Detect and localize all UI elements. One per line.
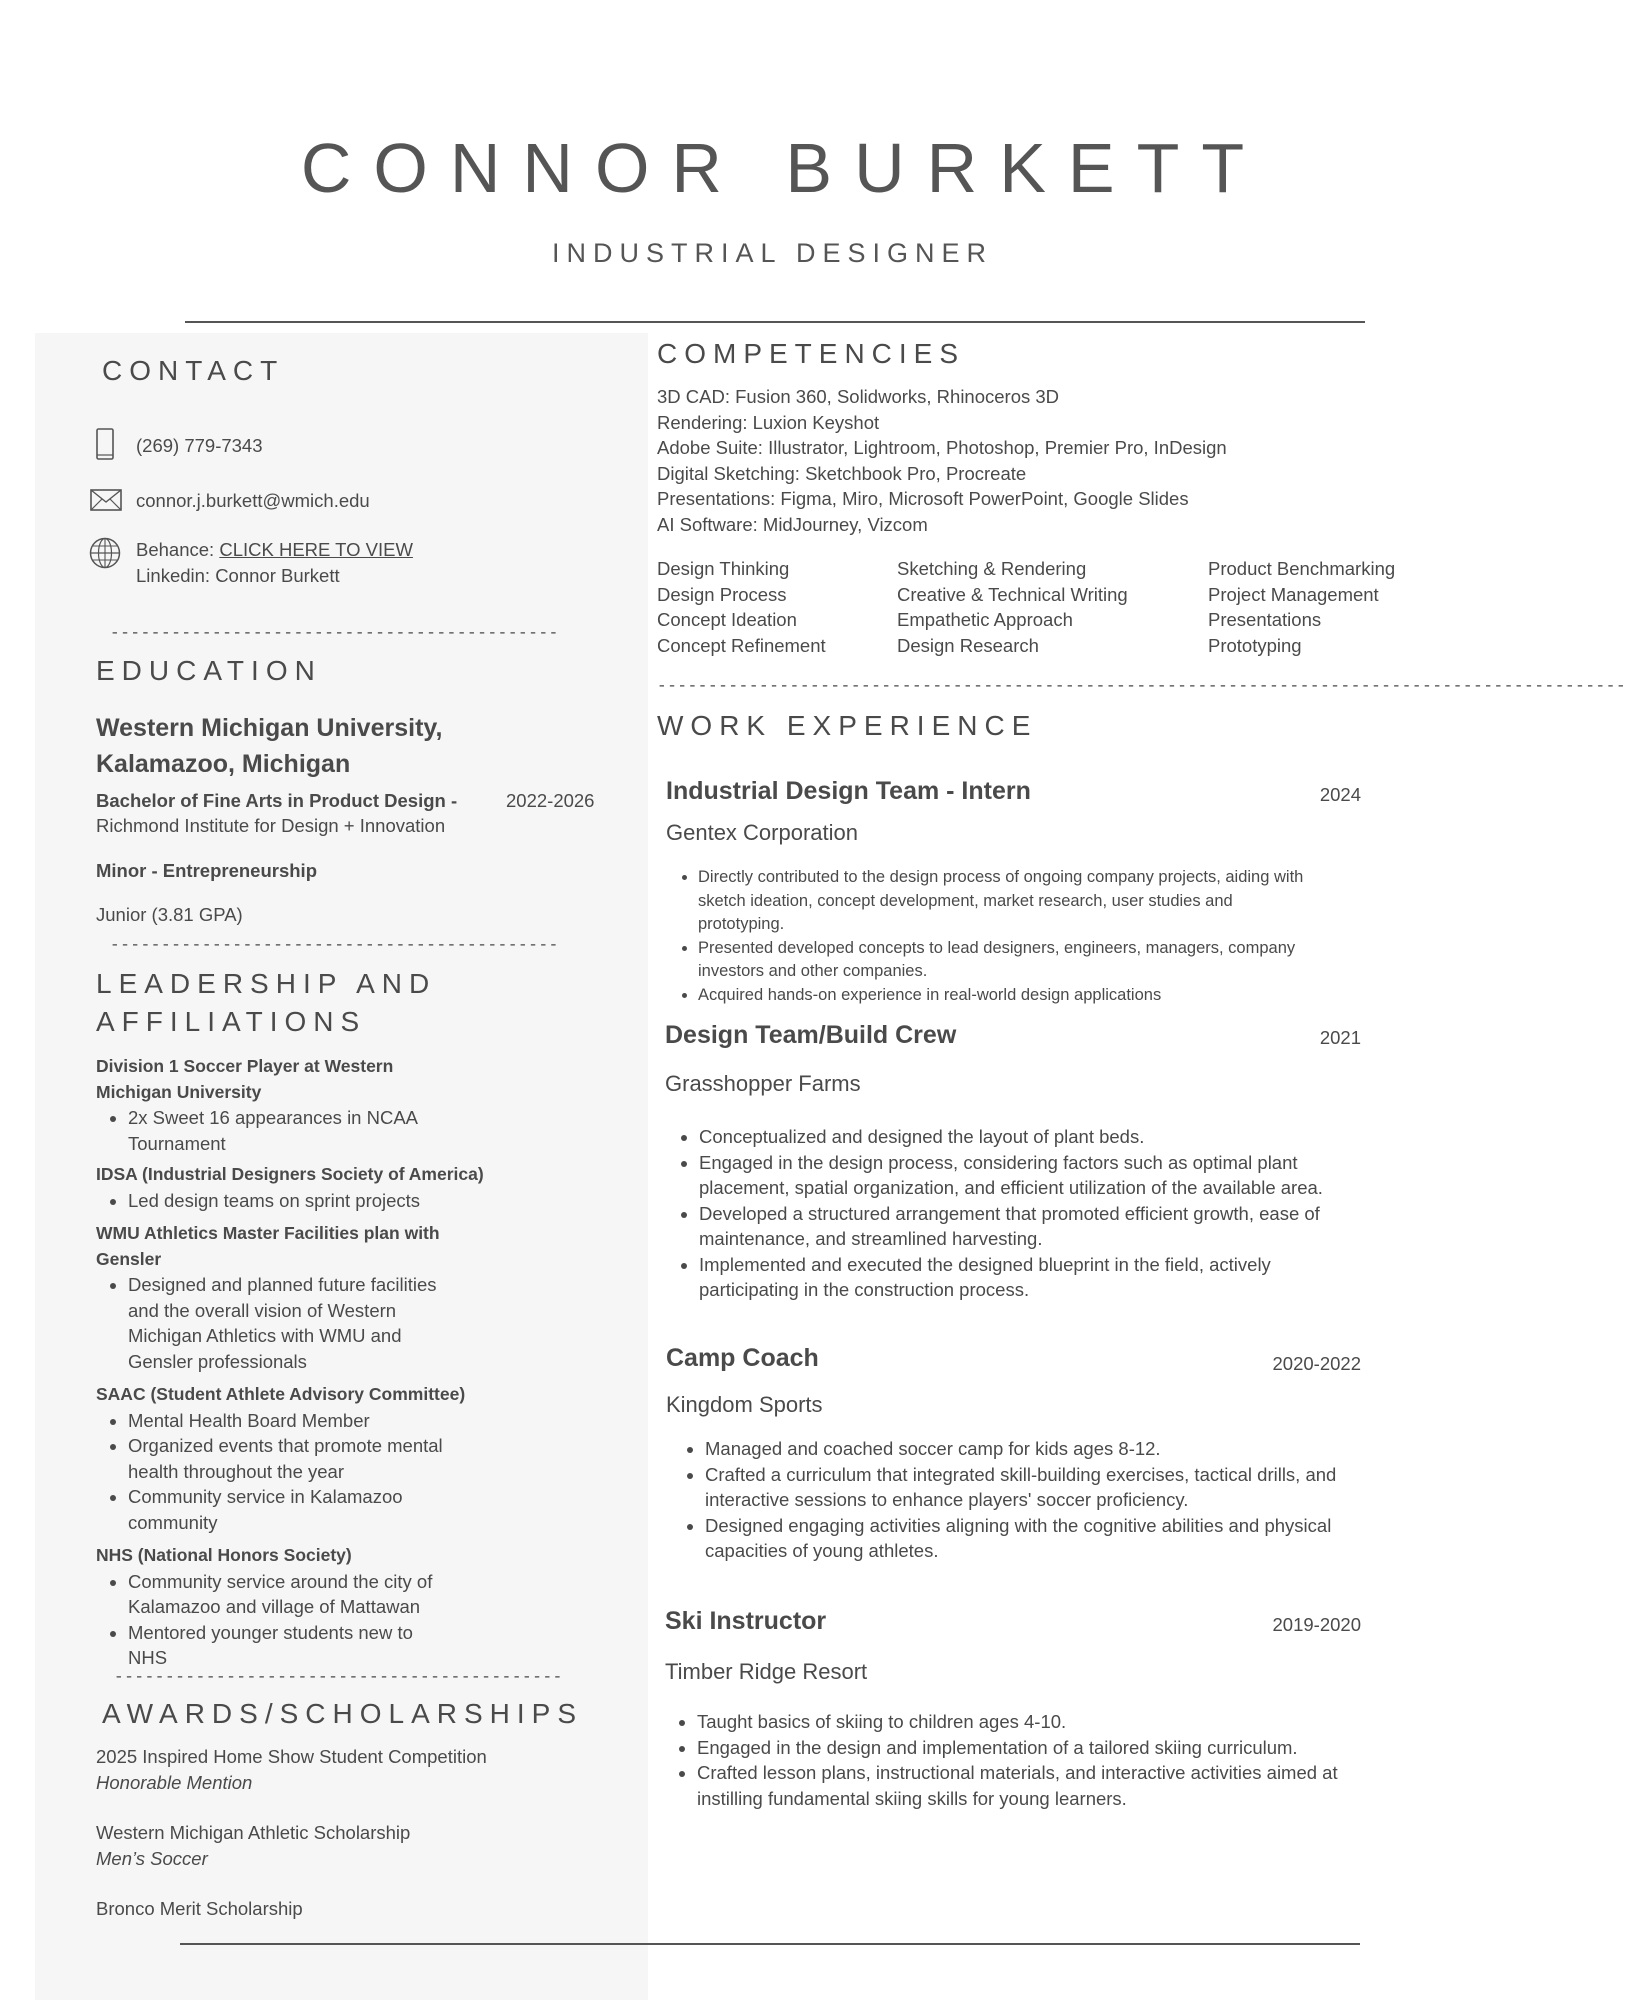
- leadership-group-title: [96, 1162, 516, 1188]
- bullet-line: maintenance, and streamlined harvesting.: [699, 1228, 1043, 1249]
- software-list: [657, 384, 1477, 537]
- leadership-heading-line: AFFILIATIONS: [96, 1006, 367, 1037]
- leadership-group-title: [96, 1382, 516, 1408]
- job-bullet: [699, 1201, 1419, 1252]
- software-line: Presentations: Figma, Miro, Microsoft PowerPoint, Google Slides: [657, 488, 1189, 509]
- software-line: Adobe Suite: Illustrator, Lightroom, Photoshop, Premier Pro, InDesign: [657, 437, 1227, 458]
- bullet-line: prototyping.: [698, 915, 785, 933]
- job-bullet: [697, 1735, 1417, 1761]
- job-year: 2021: [1319, 1027, 1361, 1048]
- competencies-heading: COMPETENCIES: [657, 338, 966, 369]
- competency-item: Design Thinking: [657, 558, 790, 579]
- bullet-line: • 2x Sweet 16 appearances in NCAA: [128, 1107, 419, 1128]
- behance-link[interactable]: CLICK HERE TO VIEW: [219, 539, 413, 560]
- bullet-line: Gensler professionals: [128, 1350, 307, 1372]
- contact-linkedin: Linkedin: Connor Burkett: [136, 565, 340, 586]
- competency-item: Project Management: [1208, 583, 1379, 605]
- awards-heading: AWARDS/SCHOLARSHIPS: [102, 1698, 583, 1729]
- software-line: Rendering: Luxion Keyshot: [657, 411, 880, 433]
- globe-icon: [89, 537, 121, 574]
- awards-list: [96, 1744, 616, 1947]
- job-bullet: [698, 984, 1418, 1008]
- award-item: [96, 1744, 616, 1795]
- school-line: Western Michigan University,: [96, 714, 443, 742]
- bullet-line: • Designed engaging activities aligning with the cognitive abilities and physical: [705, 1514, 1332, 1536]
- job-bullet: [698, 866, 1418, 937]
- job-company: Kingdom Sports: [666, 1392, 823, 1417]
- bullet-line: NHS: [128, 1647, 168, 1668]
- bullet-line: • Mentored younger students new to: [128, 1621, 413, 1643]
- competency-column: [657, 556, 826, 658]
- bullet-line: • Organized events that promote mental: [128, 1435, 443, 1456]
- leadership-group-title: [96, 1543, 516, 1569]
- bullet-line: • Community service around the city of: [128, 1570, 433, 1592]
- job-bullet: [697, 1760, 1417, 1811]
- education-minor: Minor - Entrepreneurship: [96, 860, 317, 881]
- leadership-title-line: Division 1 Soccer Player at Western: [96, 1056, 394, 1076]
- phone-icon: [96, 428, 114, 465]
- education-school: [96, 710, 442, 782]
- education-standing: Junior (3.81 GPA): [96, 904, 243, 925]
- bullet-line: • Presented developed concepts to lead designers, engineers, managers, company: [698, 938, 1296, 957]
- leadership-group: [96, 1382, 516, 1535]
- divider: --------------------------------------------: [110, 936, 559, 954]
- leadership-title-line: NHS (National Honors Society): [96, 1545, 352, 1565]
- leadership-bullet: [128, 1433, 516, 1484]
- leadership-bullets: [96, 1408, 516, 1536]
- leadership-bullet: [128, 1484, 516, 1535]
- bullet-line: community: [128, 1511, 218, 1533]
- leadership-group: [96, 1054, 516, 1156]
- bullet-line: Michigan Athletics with WMU and: [128, 1325, 402, 1346]
- job-year: 2019-2020: [1272, 1614, 1361, 1635]
- job-bullet: [705, 1513, 1425, 1564]
- education-years: 2022-2026: [506, 790, 595, 811]
- leadership-group: [96, 1543, 516, 1671]
- bullet-line: Tournament: [128, 1132, 226, 1154]
- education-institute: Richmond Institute for Design + Innovation: [96, 815, 446, 836]
- software-line: AI Software: MidJourney, Vizcom: [657, 513, 928, 535]
- bullet-line: investors and other companies.: [698, 962, 928, 980]
- mail-icon: [90, 489, 122, 516]
- award-note: Honorable Mention: [96, 1771, 253, 1793]
- leadership-title-line: WMU Athletics Master Facilities plan with: [96, 1223, 440, 1243]
- work-heading: WORK EXPERIENCE: [657, 710, 1038, 741]
- behance-label: Behance:: [136, 539, 220, 560]
- award-item: [96, 1896, 616, 1922]
- bullet-line: • Developed a structured arrangement that promoted efficient growth, ease of: [699, 1202, 1320, 1224]
- bullet-line: capacities of young athletes.: [705, 1540, 939, 1561]
- leadership-bullet: [128, 1188, 516, 1214]
- job-title: Ski Instructor: [665, 1607, 827, 1635]
- job-year: 2020-2022: [1272, 1353, 1361, 1374]
- job-bullets: [665, 1709, 1417, 1811]
- bullet-line: • Engaged in the design process, considering factors such as optimal plant: [699, 1151, 1298, 1173]
- job-company: Gentex Corporation: [666, 820, 858, 845]
- job-bullets: [667, 1124, 1419, 1303]
- bullet-line: • Led design teams on sprint projects: [128, 1189, 421, 1211]
- leadership-title-line: SAAC (Student Athlete Advisory Committee): [96, 1384, 466, 1404]
- job-bullets: [666, 866, 1418, 1007]
- competency-item: Concept Refinement: [657, 634, 826, 656]
- job-bullet: [705, 1462, 1425, 1513]
- leadership-heading: [96, 965, 436, 1041]
- job-bullet: [698, 937, 1418, 984]
- bullet-line: participating in the construction process.: [699, 1279, 1030, 1300]
- job-company: Grasshopper Farms: [665, 1071, 861, 1096]
- leadership-bullets: [96, 1188, 516, 1214]
- bullet-line: • Acquired hands-on experience in real-world design applications: [698, 985, 1162, 1004]
- bullet-line: Kalamazoo and village of Mattawan: [128, 1596, 421, 1617]
- contact-behance: [136, 537, 413, 563]
- job-company: Timber Ridge Resort: [665, 1659, 868, 1684]
- job-bullet: [699, 1150, 1419, 1201]
- footer-rule: [180, 1943, 1360, 1945]
- leadership-bullet: [128, 1105, 516, 1156]
- leadership-bullet: [128, 1272, 516, 1374]
- leadership-group: [96, 1221, 516, 1374]
- bullet-line: • Crafted a curriculum that integrated skill-building exercises, tactical drills, and: [705, 1463, 1337, 1485]
- contact-phone: (269) 779-7343: [136, 435, 263, 456]
- bullet-line: • Mental Health Board Member: [128, 1409, 370, 1431]
- job-year: 2024: [1319, 784, 1361, 805]
- competency-item: Sketching & Rendering: [897, 558, 1087, 579]
- education-degree: Bachelor of Fine Arts in Product Design -: [96, 790, 458, 811]
- competency-item: Presentations: [1208, 609, 1322, 630]
- divider: --------------------------------------------: [114, 1668, 563, 1686]
- bullet-line: • Conceptualized and designed the layout of plant beds.: [699, 1126, 1145, 1147]
- award-name: 2025 Inspired Home Show Student Competition: [96, 1746, 487, 1767]
- award-note: Men’s Soccer: [96, 1847, 208, 1869]
- resume-title: INDUSTRIAL DESIGNER: [551, 238, 994, 268]
- leadership-title-line: Gensler: [96, 1248, 162, 1269]
- job-title: Design Team/Build Crew: [665, 1021, 957, 1049]
- competency-item: Creative & Technical Writing: [897, 583, 1128, 605]
- competency-item: Product Benchmarking: [1208, 558, 1396, 579]
- competency-item: Design Process: [657, 583, 787, 605]
- bullet-line: • Taught basics of skiing to children ages 4-10.: [697, 1711, 1067, 1732]
- competency-item: Prototyping: [1208, 634, 1302, 656]
- bullet-line: • Designed and planned future facilities: [128, 1274, 437, 1295]
- bullet-line: and the overall vision of Western: [128, 1299, 397, 1321]
- bullet-line: • Community service in Kalamazoo: [128, 1486, 403, 1507]
- job-bullet: [705, 1436, 1425, 1462]
- bullet-line: interactive sessions to enhance players' soccer proficiency.: [705, 1489, 1189, 1510]
- bullet-line: instilling fundamental skiing skills for young learners.: [697, 1787, 1127, 1809]
- competency-column: [1208, 556, 1395, 658]
- job-bullets: [673, 1436, 1425, 1564]
- software-line: Digital Sketching: Sketchbook Pro, Procreate: [657, 462, 1027, 484]
- header-rule: [185, 321, 1365, 323]
- divider: --------------------------------------------: [110, 624, 559, 642]
- leadership-heading-line: LEADERSHIP AND: [96, 968, 437, 999]
- award-name: Western Michigan Athletic Scholarship: [96, 1822, 411, 1843]
- leadership-list: [96, 1054, 516, 1671]
- contact-email[interactable]: connor.j.burkett@wmich.edu: [136, 490, 370, 511]
- job-bullet: [699, 1124, 1419, 1150]
- contact-heading: CONTACT: [102, 355, 285, 386]
- leadership-group-title: [96, 1054, 516, 1105]
- bullet-line: • Implemented and executed the designed blueprint in the field, actively: [699, 1253, 1271, 1275]
- leadership-bullets: [96, 1105, 516, 1156]
- bullet-line: sketch ideation, concept development, market research, user studies and: [698, 891, 1233, 910]
- bullet-line: health throughout the year: [128, 1460, 344, 1482]
- bullet-line: • Directly contributed to the design process of ongoing company projects, aiding with: [698, 868, 1304, 886]
- leadership-group-title: [96, 1221, 516, 1272]
- leadership-bullet: [128, 1408, 516, 1434]
- school-line: Kalamazoo, Michigan: [96, 750, 351, 778]
- job-bullet: [697, 1709, 1417, 1735]
- leadership-bullet: [128, 1620, 516, 1671]
- education-heading: EDUCATION: [96, 655, 322, 686]
- award-name: Bronco Merit Scholarship: [96, 1898, 303, 1919]
- competency-column: [897, 556, 1128, 658]
- competency-item: Design Research: [897, 634, 1039, 656]
- resume-name: CONNOR BURKETT: [300, 129, 1267, 207]
- leadership-group: [96, 1162, 516, 1213]
- competency-item: Empathetic Approach: [897, 609, 1073, 630]
- bullet-line: • Engaged in the design and implementation of a tailored skiing curriculum.: [697, 1736, 1298, 1758]
- leadership-bullets: [96, 1569, 516, 1671]
- leadership-title-line: IDSA (Industrial Designers Society of America): [96, 1164, 484, 1184]
- leadership-bullets: [96, 1272, 516, 1374]
- job-title: Camp Coach: [666, 1344, 819, 1372]
- competency-item: Concept Ideation: [657, 609, 797, 630]
- job-title: Industrial Design Team - Intern: [666, 777, 1031, 805]
- bullet-line: placement, spatial organization, and efficient utilization of the available area.: [699, 1177, 1323, 1198]
- award-item: [96, 1820, 616, 1871]
- leadership-title-line: Michigan University: [96, 1081, 262, 1102]
- job-bullet: [699, 1252, 1419, 1303]
- divider: -----------------------------------------------------------------------------------------------: [657, 677, 1626, 695]
- bullet-line: • Crafted lesson plans, instructional materials, and interactive activities aimed at: [697, 1762, 1338, 1783]
- leadership-bullet: [128, 1569, 516, 1620]
- bullet-line: • Managed and coached soccer camp for kids ages 8-12.: [705, 1438, 1161, 1459]
- software-line: 3D CAD: Fusion 360, Solidworks, Rhinoceros 3D: [657, 386, 1060, 407]
